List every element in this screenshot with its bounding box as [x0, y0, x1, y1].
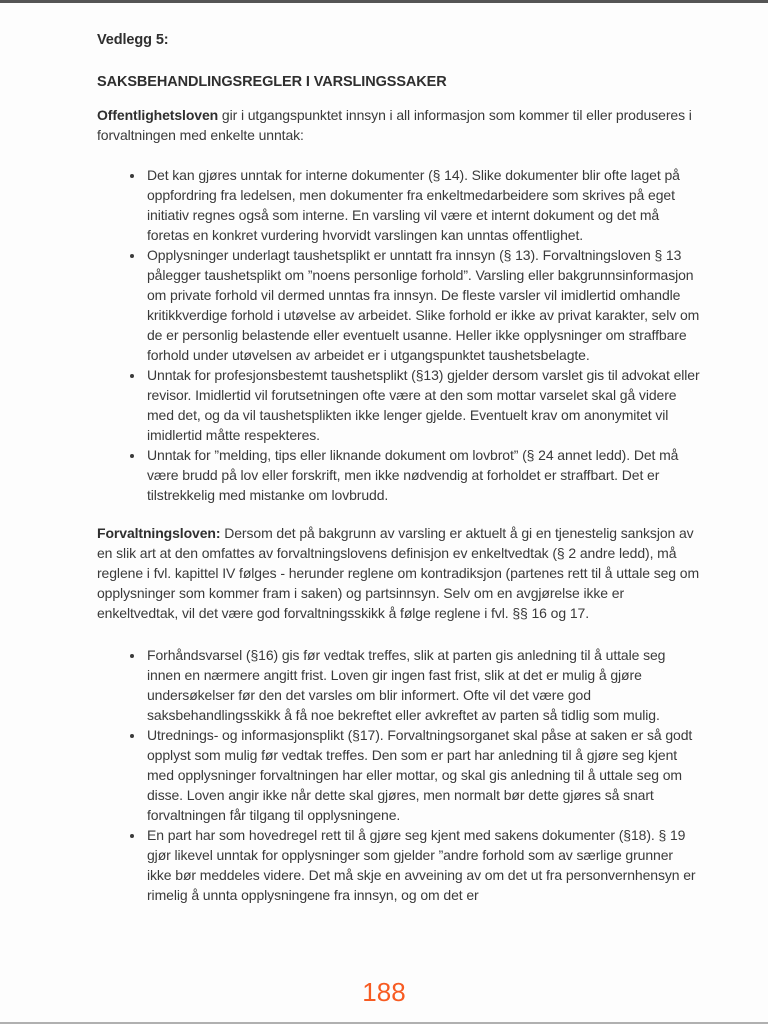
offentlighetsloven-lead: Offentlighetsloven	[97, 107, 219, 123]
offentlighetsloven-bullet-list	[97, 165, 700, 505]
document-title: SAKSBEHANDLINGSREGLER I VARSLINGSSAKER	[97, 74, 447, 90]
page-number: 188	[362, 977, 406, 1007]
list-item: • Unntak for profesjonsbestemt taushetsplikt (§13) gjelder dersom varslet gis til advokat eller revisor. Imidlertid vil forutsetningen ofte være at den som mottar varselet skal gå videre med det, og da vil taushetsplikten ikke lenger gjelde. Eventuelt krav om anonymitet vil imidlertid måtte respekteres.	[145, 365, 700, 445]
top-scan-edge-rule	[0, 0, 768, 3]
forvaltningsloven-text: Dersom det på bakgrunn av varsling er aktuelt å gi en tjenestelig sanksjon av en slik art at den omfattes av forvaltningslovens definisjon ev enkeltvedtak (§ 2 andre ledd), må reglene i fvl. kapittel IV følges - herunder reglene om kontradiksjon (partenes rett til å uttale seg om opplysninger som kommer fram i saken) og partsinnsyn. Selv om en avgjørelse ikke er enkeltvedtak, vil det være god forvaltningsskikk å følge reglene i fvl. §§ 16 og 17.	[97, 525, 700, 621]
attachment-heading: Vedlegg 5:	[97, 32, 169, 48]
list-item: • Unntak for ”melding, tips eller liknande dokument om lovbrot” (§ 24 annet ledd). Det må være brudd på lov eller forskrift, men ikke nødvendig at forholdet er straffbart. Det er tilstrekkelig med mistanke om lovbrudd.	[145, 445, 700, 505]
forvaltningsloven-bullet-list	[97, 645, 700, 905]
offentlighetsloven-text: gir i utgangspunktet innsyn i all informasjon som kommer til eller produseres i forvaltningen med enkelte unntak:	[97, 107, 692, 143]
list-item: • En part har som hovedregel rett til å gjøre seg kjent med sakens dokumenter (§18). § 19 gjør likevel unntak for opplysninger som gjelder ”andre forhold som av særlige grunner ikke bør meddeles videre. Det må skje en avveining av om det ut fra personvernhensyn er rimelig å unnta opplysningene fra innsyn, og om det er	[145, 825, 700, 905]
list-item: • Utrednings- og informasjonsplikt (§17). Forvaltningsorganet skal påse at saken er så godt opplyst som mulig før vedtak treffes. Den som er part har anledning til å gjøre seg kjent med opplysninger forvaltningen har eller mottar, og skal gis anledning til å uttale seg om disse. Loven angir ikke når dette skal gjøres, men normalt bør dette gjøres så snart forvaltningen får tilgang til opplysningene.	[145, 725, 700, 825]
paragraph-offentlighetsloven	[97, 105, 700, 145]
list-item: • Opplysninger underlagt taushetsplikt er unntatt fra innsyn (§ 13). Forvaltningsloven § 13 pålegger taushetsplikt om ”noens personlige forhold”. Varsling eller bakgrunnsinformasjon om private forhold vil dermed unntas fra innsyn. De fleste varsler vil imidlertid omhandle kritikkverdige forhold i utøvelse av arbeidet. Slike forhold er ikke av privat karakter, selv om de er personlig belastende eller eventuelt usanne. Heller ikke opplysninger om straffbare forhold under utøvelsen av arbeidet er i utgangspunktet taushetsbelagte.	[145, 245, 700, 365]
list-item: • Det kan gjøres unntak for interne dokumenter (§ 14). Slike dokumenter blir ofte laget på oppfordring fra ledelsen, men dokumenter fra enkeltmedarbeidere som skrives på eget initiativ regnes også som interne. En varsling vil være et internt dokument og det må foretas en konkret vurdering hvorvidt varslingen kan unntas offentlighet.	[145, 165, 700, 245]
paragraph-forvaltningsloven	[97, 523, 700, 623]
forvaltningsloven-lead: Forvaltningsloven:	[97, 525, 221, 541]
list-item: • Forhåndsvarsel (§16) gis før vedtak treffes, slik at parten gis anledning til å uttale seg innen en nærmere angitt frist. Loven gir ingen fast frist, slik at det er mulig å gjøre undersøkelser før den det varsles om blir informert. Ofte vil det være god saksbehandlingsskikk å få noe bekreftet eller avkreftet av parten så tidlig som mulig.	[145, 645, 700, 725]
